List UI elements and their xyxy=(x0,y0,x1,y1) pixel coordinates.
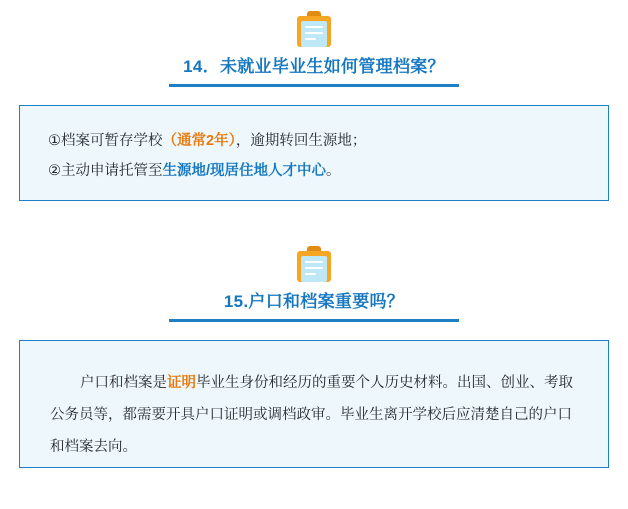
answer-line-1 xyxy=(48,126,580,156)
clipboard-paper-line xyxy=(305,32,323,34)
page-bottom-spacer xyxy=(0,468,628,498)
answer-paragraph-highlight: 证明 xyxy=(167,375,196,391)
faq-heading-14: 14．未就业毕业生如何管理档案？ xyxy=(183,57,445,76)
answer-paragraph xyxy=(50,367,578,463)
answer-line-2-highlight: 生源地/现居住地人才中心 xyxy=(162,163,327,179)
clipboard-paper-line xyxy=(305,38,316,40)
clipboard-paper-line xyxy=(305,267,323,269)
clipboard-paper-line xyxy=(305,261,323,263)
faq-answer-card-14 xyxy=(19,105,609,201)
answer-paragraph-part1: 户口和档案是 xyxy=(80,375,167,391)
answer-line-1-suffix: ，逾期转回生源地； xyxy=(235,133,367,149)
faq-section-15 xyxy=(0,201,628,468)
clipboard-paper xyxy=(301,21,327,47)
clipboard-paper xyxy=(301,256,327,282)
answer-line-1-prefix: ①档案可暂存学校 xyxy=(48,133,163,149)
faq-answer-body-14 xyxy=(20,106,608,186)
faq-heading-15: 15.户口和档案重要吗？ xyxy=(223,292,405,311)
clipboard-icon-wrap-15 xyxy=(0,243,628,283)
heading-underline-wrap-14 xyxy=(0,77,628,87)
clipboard-paper-line xyxy=(305,26,323,28)
answer-line-1-highlight: （通常2年） xyxy=(162,133,236,149)
answer-line-2-prefix: ②主动申请托管至 xyxy=(48,163,163,179)
answer-paragraph-part2: 毕业生身份和经历的重要个人历史材料。出国、创业、考取公务员等，都需要开具户口证明或调档政审。毕业生离开学校后应清楚自己的户口和档案去向。 xyxy=(50,375,573,455)
clipboard-paper-line xyxy=(305,273,316,275)
clipboard-icon-wrap-14 xyxy=(0,8,628,48)
faq-section-14 xyxy=(0,0,628,201)
clipboard-icon xyxy=(295,245,333,283)
heading-underline xyxy=(169,319,459,322)
answer-line-2 xyxy=(48,156,580,186)
faq-answer-card-15 xyxy=(19,340,609,468)
heading-underline-wrap-15 xyxy=(0,312,628,322)
clipboard-icon xyxy=(295,10,333,48)
faq-answer-body-15 xyxy=(20,341,608,463)
answer-line-2-suffix: 。 xyxy=(326,163,341,179)
heading-underline xyxy=(169,84,459,87)
